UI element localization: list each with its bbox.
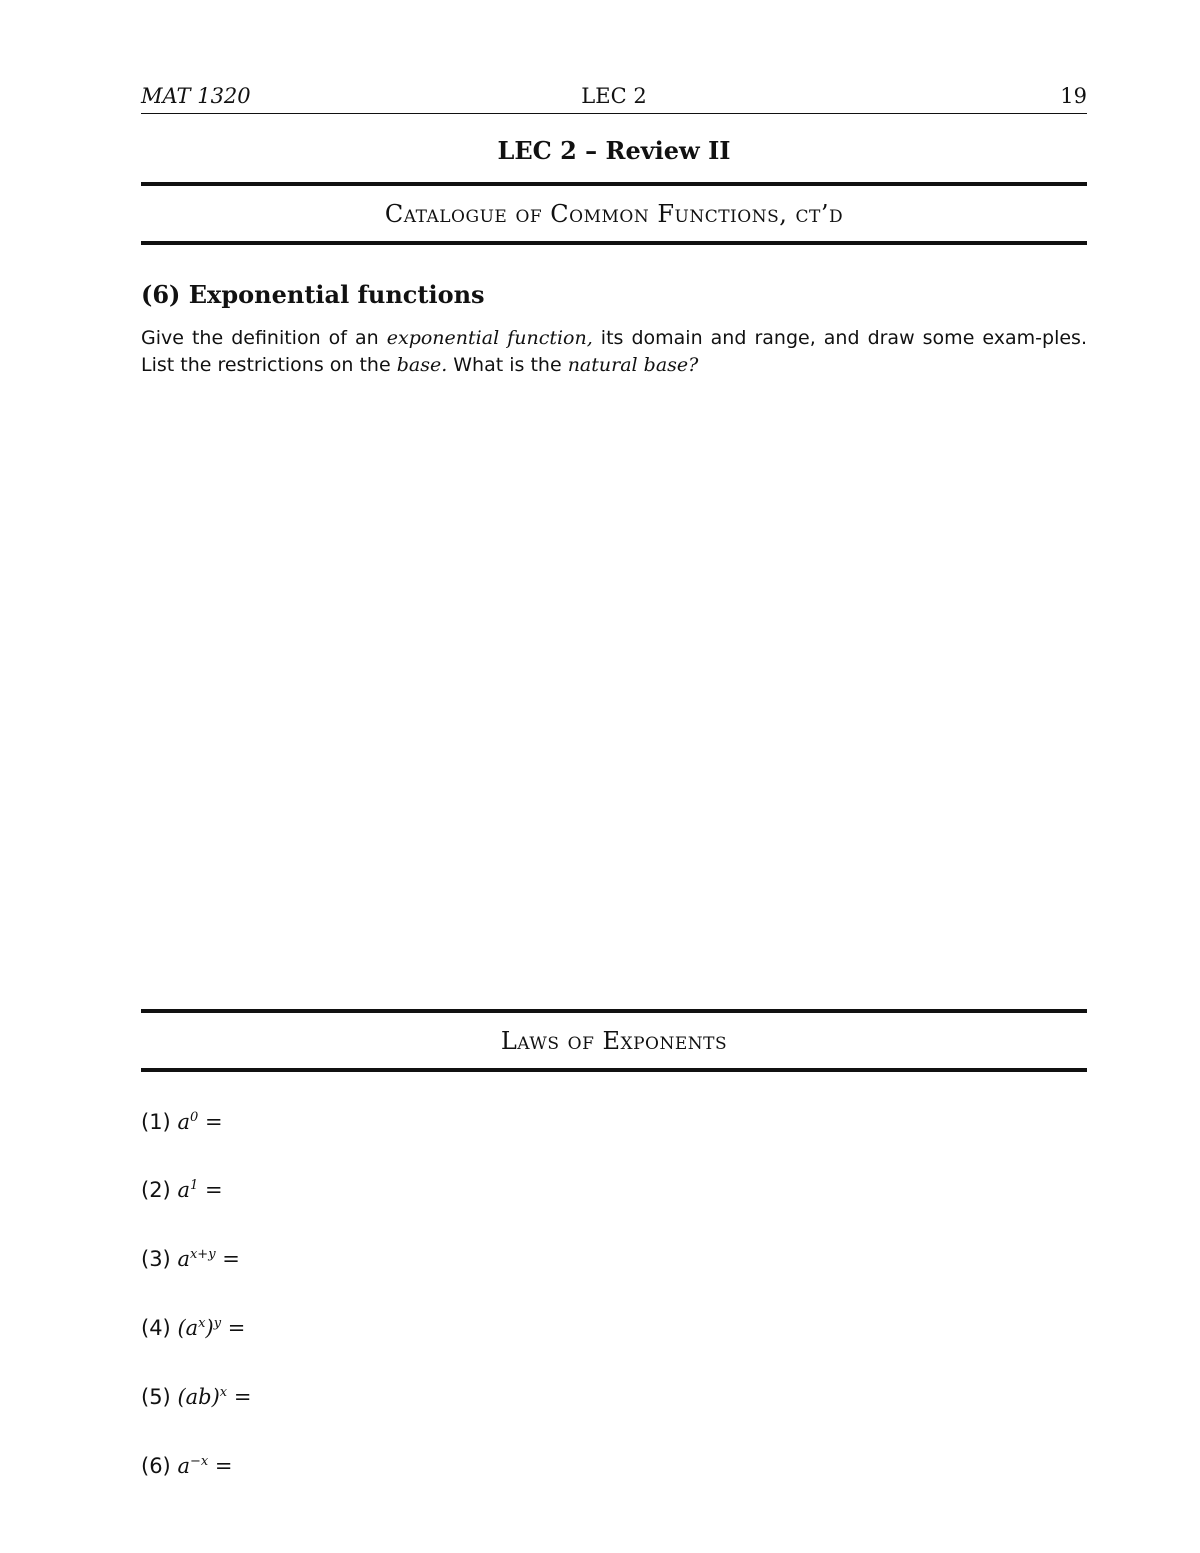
course-code: MAT 1320 — [141, 84, 251, 108]
section1-bottom-rule — [141, 241, 1087, 245]
law-number: (5) — [141, 1385, 171, 1409]
prompt-em-natural-base: natural base? — [567, 354, 699, 376]
prompt-em-base: base. — [396, 354, 448, 376]
exponential-prompt — [141, 325, 1087, 379]
running-header — [141, 84, 1087, 112]
law-equals: = — [204, 1110, 223, 1134]
law-number: (1) — [141, 1110, 171, 1134]
law-exponent: 0 — [189, 1110, 199, 1125]
prompt-text-2: its domain and range, and draw some exam-ples. List the restrictions on the — [141, 327, 1087, 376]
law-close-paren: ) — [205, 1316, 214, 1340]
header-rule — [141, 113, 1087, 114]
law-exponent: x — [219, 1385, 228, 1400]
law-base: a — [177, 1178, 190, 1202]
law-number: (3) — [141, 1247, 171, 1271]
law-item — [141, 1110, 223, 1134]
law-number: (2) — [141, 1178, 171, 1202]
law-exponent: 1 — [189, 1178, 199, 1193]
law-base: a — [177, 1454, 190, 1478]
section2-top-rule — [141, 1009, 1087, 1013]
law-base: (ab) — [177, 1385, 220, 1409]
page-title: LEC 2 – Review II — [497, 136, 731, 165]
law-equals: = — [222, 1247, 240, 1271]
law-item — [141, 1454, 233, 1478]
section1-top-rule — [141, 182, 1087, 186]
law-equals: = — [227, 1316, 246, 1340]
law-base: (a — [177, 1316, 199, 1340]
section2-bottom-rule — [141, 1068, 1087, 1072]
section2-heading: Laws of Exponents — [500, 1027, 728, 1055]
page-number: 19 — [1060, 84, 1087, 108]
law-base: a — [177, 1110, 190, 1134]
law-exponent: −x — [189, 1454, 209, 1469]
prompt-text-3: What is the — [447, 354, 568, 376]
subsection-heading: (6) Exponential functions — [141, 280, 485, 309]
law-inner-exponent: x — [198, 1316, 206, 1331]
law-base: a — [177, 1247, 190, 1271]
law-equals: = — [214, 1454, 233, 1478]
law-equals: = — [204, 1178, 223, 1202]
law-number: (6) — [141, 1454, 171, 1478]
prompt-text-1: Give the definition of an — [141, 327, 387, 349]
law-exponent: y — [213, 1316, 222, 1331]
section1-heading: Catalogue of Common Functions, ct’d — [384, 200, 844, 228]
law-exponent: x+y — [189, 1247, 216, 1262]
law-item — [141, 1316, 245, 1340]
law-item — [141, 1385, 251, 1409]
prompt-em-exponential-function: exponential function, — [386, 327, 593, 349]
law-equals: = — [233, 1385, 252, 1409]
law-item — [141, 1247, 240, 1271]
law-number: (4) — [141, 1316, 171, 1340]
lecture-label: LEC 2 — [581, 84, 647, 108]
law-item — [141, 1178, 223, 1202]
